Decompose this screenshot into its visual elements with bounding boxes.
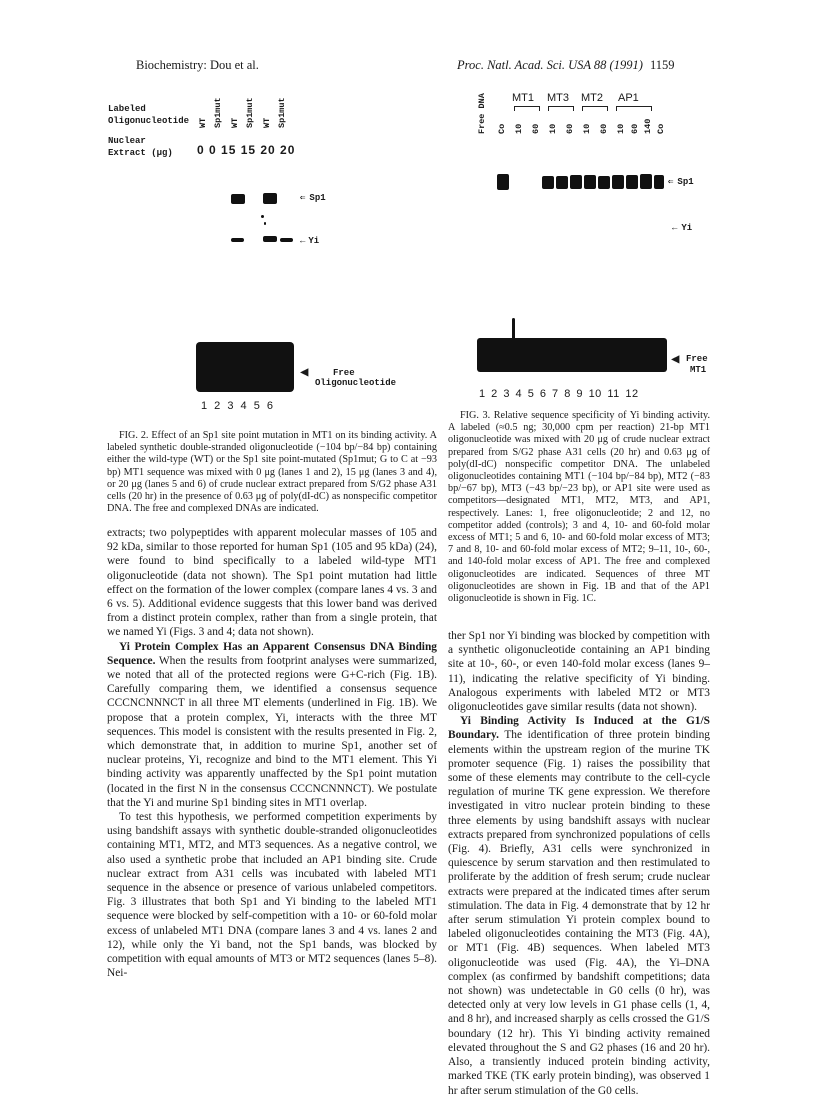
gel-band-yi [263,236,277,242]
running-header-journal: Proc. Natl. Acad. Sci. USA 88 (1991) [457,58,643,72]
fig2-lane-numbers: 1 2 3 4 5 6 [201,400,274,412]
fig2-yi-marker: ← Yi [300,236,320,246]
fig2-free-label-2: Oligonucleotide [315,378,397,388]
fig3-amount: 60 [531,123,541,134]
right-column [448,629,710,1098]
left-paragraph-3: To test this hypothesis, we performed competition experiments by using bandshift assays with synthetic double-stranded oligonucleotides containing MT1, MT2, and MT3 sequences. As a negative control, we also used a synthetic probe that included an AP1 binding site. Crude nuclear extract from A31 cells was incubated with labeled MT1 sequence in the absence or presence of various unlabeled competitors. Fig. 3 illustrates that both Sp1 and Yi binding to the labeled MT1 sequence were blocked by self-competition with a 10- or 60-fold molar excess of unlabeled MT1 DNA (compare lanes 3 and 4 vs. lanes 2 and 12), while only the Yi band, not the Sp1 bands, was blocked by competition with equal amounts of MT3 or MT2 sequences (lanes 5–8). Nei- [107,811,437,980]
fig3-amount: 10 [616,123,626,134]
figure-3-caption [448,410,710,605]
fig3-caption-text: FIG. 3. Relative sequence specificity of Yi binding activity. A labeled (≈0.5 ng; 30,000 cpm per reaction) 21-bp MT1 oligonucleotide was mixed with 20 μg of crude nuclear extract prepared from S/G2 phase A31 cells (20 hr) and 0.63 μg of poly(dI-dC) nonspecific competitor DNA. The unlabeled oligonucleotides containing MT1 (−104 bp/−84 bp), MT2 (−83 bp/−67 bp), MT3 (−43 bp/−23 bp), or AP1 site were used as competitors—designated MT1, MT2, MT3, and AP1, respectively. Lanes: 1, free oligonucleotide; 2 and 12, no competitor added (controls); 3 and 4, 10- and 60-fold molar excess of MT1; 5 and 6, 10- and 60-fold molar excess of MT3; 7 and 8, 10- and 60-fold molar excess of MT2; 9–11, 10-, 60-, and 140-fold molar excess of AP1. The free and complexed oligonucleotides are indicated. Sequences of three MT oligonucleotides are shown in Fig. 1B and that of the AP1 oligonucleotide is shown in Fig. 1C. [448,410,710,605]
fig2-lane-head: Sp1mut [213,97,223,128]
fig2-lane-head: WT [230,117,240,128]
fig3-sp1-marker: ⇐ Sp1 [668,177,694,187]
fig3-co-label: Co [656,123,666,134]
gel-band-yi [231,238,244,242]
gel-band-sp1 [654,175,664,189]
running-header-authors: Biochemistry: Dou et al. [136,58,259,72]
fig2-row-label-extract: Extract (μg) [108,148,173,158]
left-paragraph-1: extracts; two polypeptides with apparent molecular masses of 105 and 92 kDa, similar to those reported for human Sp1 (105 and 95 kDa) (24), were found to bind specifically to a labeled wild-type MT1 oligonucleotide (data not shown). The Sp1 point mutation had little effect on the formation of the lower complex (compare lanes 4 vs. 3 and 6 vs. 5). Additional evidence suggests that this lower band was derived from a distinct protein complex, rather than from a single protein, that we named Yi (Figs. 3 and 4; data not shown). [107,527,437,639]
gel-band-sp1 [556,176,568,189]
fig3-free-label-1: Free [686,354,708,364]
gel-band-sp1 [584,175,596,189]
fig3-amount: 60 [565,123,575,134]
gel-smear [512,318,515,340]
gel-band-sp1 [612,175,624,189]
fig3-group-ap1: AP1 [618,92,639,104]
fig3-free-arrow: ◀ [671,352,680,368]
fig2-row-label-oligonucleotide: Oligonucleotide [108,116,190,126]
fig3-amount: 10 [514,123,524,134]
fig3-bracket [616,106,652,111]
fig3-free-label-2: MT1 [690,365,707,375]
fig3-bracket [548,106,574,111]
left-paragraph-2-text: When the results from footprint analyses were summarized, we noted that all of the protected regions were G+C-rich (Fig. 1B). Carefully comparing them, we identified a consensus sequence CCCNCNNNCT in all three MT elements (underlined in Fig. 1B). We propose that a protein complex, Yi, interacts with the three MT sequences. This model is consistent with the results presented in Fig. 2, which demonstrate that, in addition to murine Sp1, another set of nuclear proteins, Yi, recognize and bind to the MT1 element. This Yi binding activity was apparently unaffected by the Sp1 point mutation (located in the first N in the consensus CCCNCNNNCT). We postulate that the Yi and murine Sp1 binding sites in MT1 overlap. [107,654,437,809]
left-column [107,526,437,981]
figure-2-caption [107,430,437,515]
fig3-amount: 60 [599,123,609,134]
fig3-group-mt2: MT2 [581,92,603,104]
fig3-bracket [582,106,608,111]
gel-band-sp1 [640,174,652,189]
fig2-row-label-nuclear: Nuclear [108,136,146,146]
gel-band-yi [280,238,293,242]
page-number: 1159 [650,58,675,72]
fig2-lane-head: Sp1mut [277,97,287,128]
fig2-free-label-1: Free [333,368,355,378]
fig2-lane-head: WT [198,117,208,128]
right-paragraph-2-text: The identification of three protein binding elements within the upstream region of the murine TK promoter sequence (Fig. 1) raises the possibility that some of these elements may contribute to the cell-cycle regulation of murine TK gene expression. We therefore investigated in vitro nuclear protein binding to these three elements by using bandshift assays with nuclear extracts prepared from synchronized populations of cells (Fig. 4). Briefly, A31 cells were synchronized in quiescence by serum starvation and then restimulated to proliferate by the addition of fresh serum; crude nuclear extracts were prepared at the indicated times after serum stimulation. The data in Fig. 4 demonstrate that by 12 hr after serum stimulation Yi protein complex bound to labeled oligonucleotides containing the MT3 (Fig. 4A), or MT1 (Fig. 4B) sequences. When labeled MT3 oligonucleotide was used (Fig. 4A), the Yi–DNA complex (as confirmed by bandshift competitions; data not shown) was undetectable in G0 cells (0 hr), was detected only at very low levels in G1 phase cells (1, 4, and 8 hr), and increased sharply as cells crossed the G1/S boundary (12 hr). This Yi binding activity remained elevated throughout the S and G2 phases (16 and 20 hr). Also, a transiently induced protein binding activity, marked TKE (TK early protein binding), was observed 1 hr after serum stimulation of the G0 cells. [448,729,710,1097]
fig2-yi-label: Yi [308,236,320,246]
gel-band-sp1 [263,193,277,204]
right-paragraph-2 [448,714,710,1097]
gel-free-oligo-band [196,342,294,392]
fig3-lane-numbers: 1 2 3 4 5 6 7 8 9 10 11 12 [479,388,639,400]
fig3-yi-label: Yi [681,223,693,233]
gel-speck [261,215,264,218]
left-paragraph-2 [107,640,437,810]
section-heading-g1s: Yi Binding Activity Is Induced at the G1/S Boundary. [448,715,710,742]
section-heading-consensus: Yi Protein Complex Has an Apparent Consensus DNA Binding Sequence. [107,640,437,667]
fig2-caption-text: FIG. 2. Effect of an Sp1 site point mutation in MT1 on its binding activity. A labeled synthetic double-stranded oligonucleotide (−104 bp/−84 bp) containing either the wild-type (WT) or the Sp1 site point-mutated (Sp1mut; G to C at −93 bp) MT1 sequence was mixed with 0 μg (lanes 1 and 2), 15 μg (lanes 3 and 4), or 20 μg (lanes 5 and 6) of crude nuclear extract prepared from S/G2 phase A31 cells (20 hr) in the presence of 0.63 μg of poly(dI-dC) as nonspecific competitor DNA. The free and complexed DNAs are indicated. [107,430,437,515]
fig3-bracket [514,106,540,111]
fig2-row-label-labeled: Labeled [108,104,146,114]
gel-band-sp1 [598,176,610,189]
gel-band-sp1 [497,174,509,190]
right-paragraph-1: ther Sp1 nor Yi binding was blocked by competition with a synthetic oligonucleotide containing an AP1 binding site at 10-, 60-, or even 140-fold molar excess (lanes 9–11), indicating the relative specificity of Yi binding. Analogous experiments with labeled MT2 or MT3 oligonucleotides gave similar results (data not shown). [448,630,710,714]
fig2-extract-values: 0 0 15 15 20 20 [197,143,296,157]
fig3-group-mt3: MT3 [547,92,569,104]
gel-band-sp1 [542,176,554,189]
fig3-amount: 60 [630,123,640,134]
fig3-group-mt1: MT1 [512,92,534,104]
fig3-amount: 10 [582,123,592,134]
fig2-sp1-label: Sp1 [309,193,326,203]
fig3-amount: 10 [548,123,558,134]
fig2-lane-head: WT [262,117,272,128]
fig3-sp1-label: Sp1 [677,177,694,187]
fig2-sp1-marker: ⇐ Sp1 [300,193,326,203]
gel-band-sp1 [570,175,582,189]
gel-band-sp1 [231,194,245,204]
fig2-lane-head: Sp1mut [245,97,255,128]
fig3-free-dna-label: Free DNA [477,93,487,134]
gel-band-sp1 [626,175,638,189]
gel-speck [264,222,266,225]
fig3-co-label: Co [497,123,507,134]
fig2-free-arrow: ◀ [300,365,309,381]
fig3-yi-marker: ← Yi [672,223,693,233]
fig3-amount: 140 [643,118,653,134]
gel-free-oligo-band [477,338,667,372]
